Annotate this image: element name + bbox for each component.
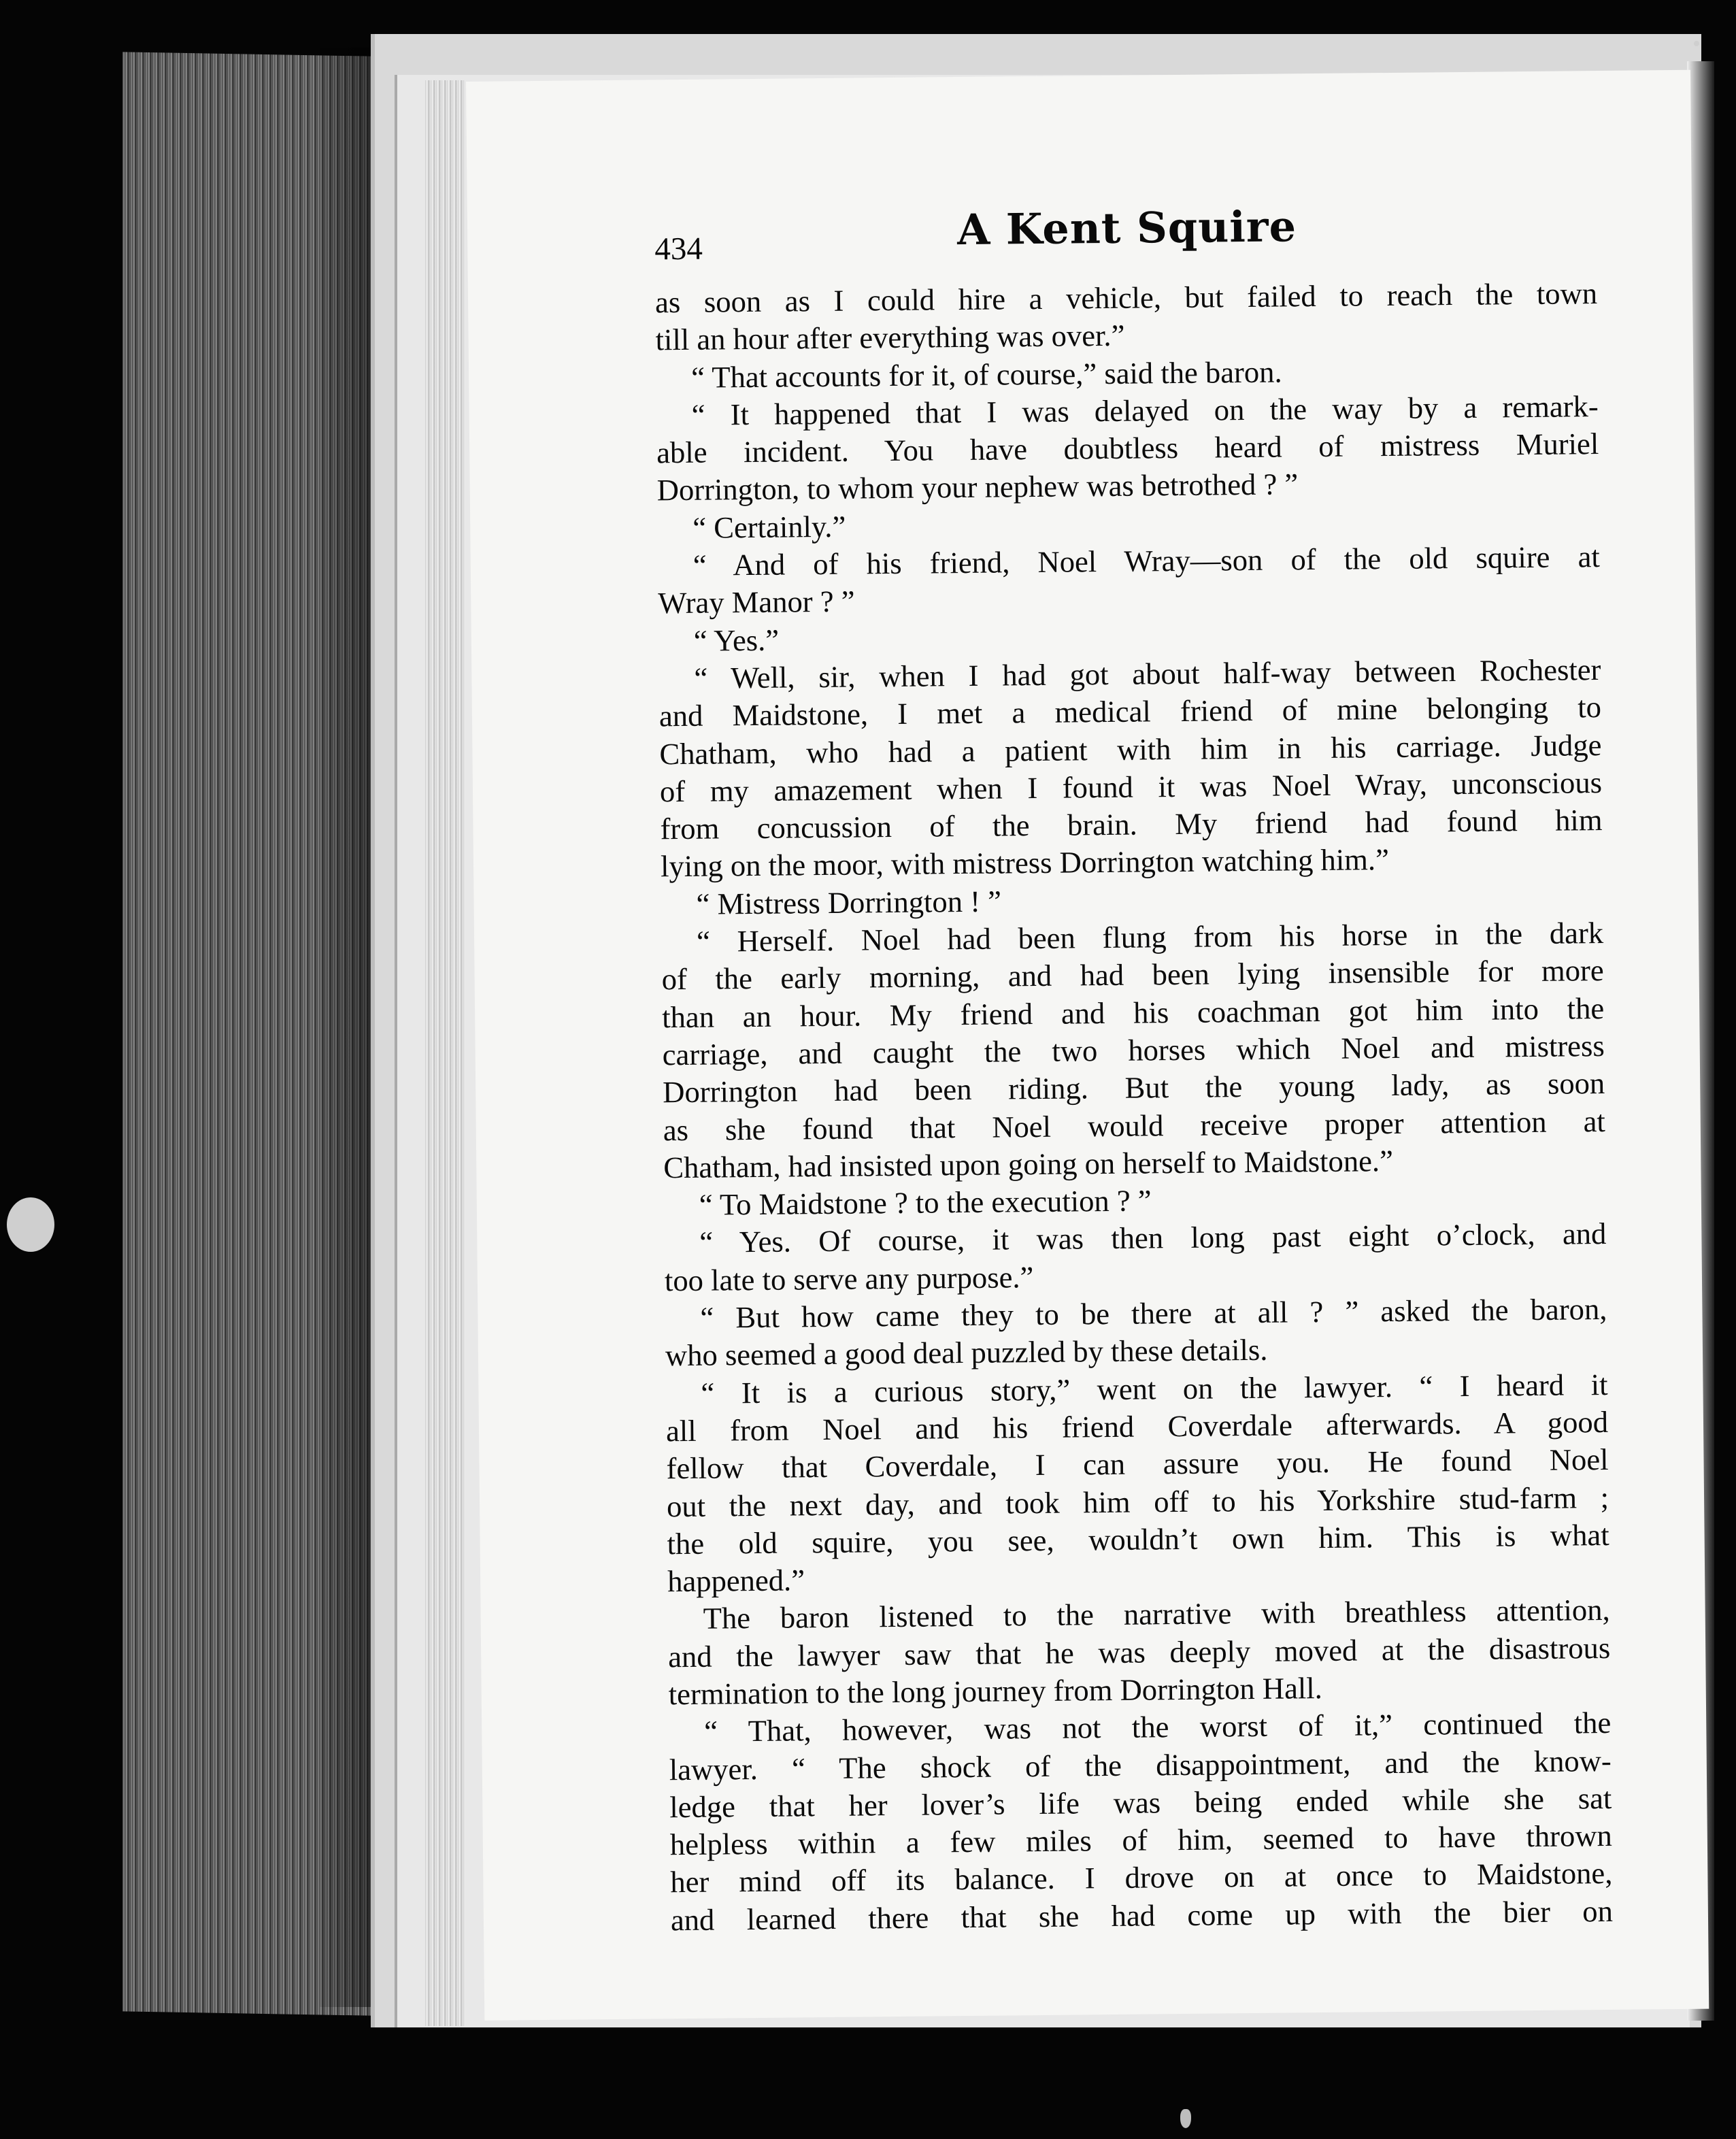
- text-line: “ Mistress Dorrington ! ”: [696, 884, 1002, 921]
- text-line: “ Well, sir, when I had got about half-way between Rochester: [694, 652, 1601, 695]
- text-line: able incident. You have doubtless heard of mistress Muriel: [656, 427, 1599, 470]
- text-line: lawyer. “ The shock of the disappointment, and the know-: [669, 1743, 1612, 1787]
- text-line: the old squire, you see, wouldn’t own him. This is what: [667, 1517, 1609, 1561]
- text-line: “ Certainly.”: [692, 509, 846, 545]
- text-line: of the early morning, and had been lying insensible for more: [661, 953, 1604, 997]
- text-line: “ That, however, was not the worst of it,” continued the: [704, 1706, 1612, 1749]
- text-line: all from Noel and his friend Coverdale afterwards. A good: [665, 1404, 1609, 1448]
- text-line: “ It is a curious story,” went on the lawyer. “ I heard it: [701, 1367, 1608, 1410]
- text-line: till an hour after everything was over.”: [655, 318, 1125, 357]
- page-stack-edge: [425, 80, 466, 2026]
- page-number: 434: [654, 231, 703, 267]
- ornament-mark: [1180, 2109, 1191, 2128]
- text-line: “ Herself. Noel had been flung from his horse in the dark: [696, 916, 1604, 959]
- text-line: out the next day, and took him off to his Yorkshire stud-farm ;: [666, 1480, 1609, 1523]
- running-head: A Kent Squire: [956, 201, 1297, 255]
- body-text: [655, 275, 1613, 1939]
- text-line: Chatham, who had a patient with him in his carriage. Judge: [659, 727, 1602, 771]
- text-line: her mind off its balance. I drove on at once to Maidstone,: [670, 1856, 1613, 1900]
- text-line: “ And of his friend, Noel Wray—son of the old squire at: [692, 540, 1601, 582]
- text-line: The baron listened to the narrative with breathless attention,: [703, 1593, 1610, 1636]
- text-line: “ To Maidstone ? to the execution ? ”: [699, 1183, 1152, 1222]
- text-line: Dorrington had been riding. But the young lady, as soon: [663, 1066, 1605, 1110]
- text-line: too late to serve any purpose.”: [664, 1259, 1034, 1297]
- text-line: as soon as I could hire a vehicle, but failed to reach the town: [654, 276, 1598, 320]
- book-page: [466, 70, 1709, 2021]
- text-line: “ But how came they to be there at all ? ” asked the baron,: [700, 1291, 1607, 1335]
- text-line: carriage, and caught the two horses which Noel and mistress: [662, 1028, 1605, 1072]
- dust-speck: [1694, 41, 1699, 46]
- text-line: and learned there that she had come up with the bier on: [670, 1893, 1614, 1937]
- text-line: from concussion of the brain. My friend had found him: [660, 803, 1603, 846]
- text-line: who seemed a good deal puzzled by these details.: [665, 1333, 1268, 1373]
- text-line: and the lawyer saw that he was deeply moved at the disastrous: [667, 1630, 1611, 1674]
- text-line: “ It happened that I was delayed on the way by a remark-: [691, 388, 1599, 432]
- text-line: termination to the long journey from Dorrington Hall.: [668, 1671, 1323, 1712]
- text-line: Chatham, had insisted upon going on herself to Maidstone.”: [663, 1143, 1394, 1185]
- text-line: fellow that Coverdale, I can assure you. He found Noel: [666, 1442, 1609, 1486]
- dust-speck: [7, 1197, 54, 1252]
- text-line: “ Yes.”: [693, 623, 780, 658]
- text-line: “ That accounts for it, of course,” said the baron.: [690, 354, 1282, 395]
- text-line: helpless within a few miles of him, seemed to have thrown: [669, 1819, 1613, 1862]
- text-line: of my amazement when I found it was Noel Wray, unconscious: [659, 765, 1603, 809]
- text-line: lying on the moor, with mistress Dorrington watching him.”: [660, 842, 1390, 884]
- text-line: Wray Manor ? ”: [658, 584, 855, 620]
- text-line: than an hour. My friend and his coachman got him into the: [661, 991, 1605, 1034]
- text-line: as she found that Noel would receive proper attention at: [663, 1104, 1605, 1147]
- text-line: ledge that her lover’s life was being ended while she sat: [669, 1780, 1612, 1825]
- text-line: and Maidstone, I met a medical friend of mine belonging to: [658, 690, 1602, 733]
- text-line: “ Yes. Of course, it was then long past eight o’clock, and: [699, 1216, 1607, 1260]
- text-line: happened.”: [667, 1563, 805, 1599]
- text-line: Dorrington, to whom your nephew was betrothed ? ”: [656, 467, 1299, 508]
